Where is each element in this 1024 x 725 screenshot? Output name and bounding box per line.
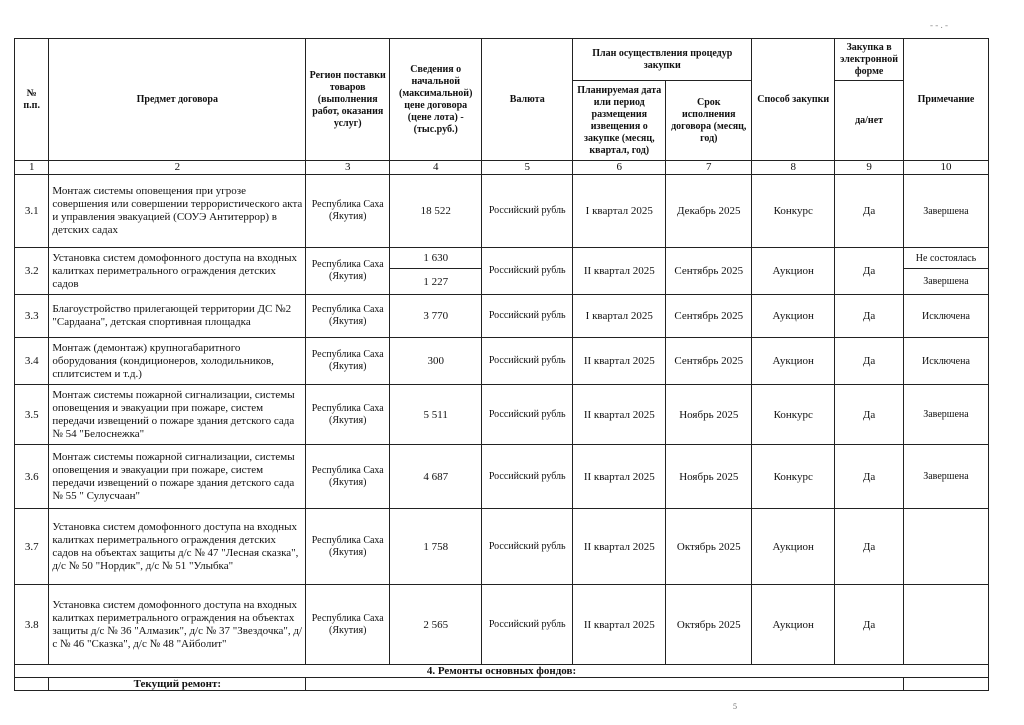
row-price: 300 bbox=[390, 338, 482, 385]
scan-mark: - - . - bbox=[930, 20, 948, 30]
header-electronic-yesno: да/нет bbox=[835, 81, 904, 161]
row-method: Конкурс bbox=[752, 385, 835, 445]
row-region: Республика Саха (Якутия) bbox=[306, 445, 390, 509]
row-subject: Монтаж системы оповещения при угрозе совершения или совершении террористического акта и управления эвакуацией (СОУЭ Антитеррор) в детских садах bbox=[49, 175, 306, 248]
column-number: 3 bbox=[306, 161, 390, 175]
row-term: Октябрь 2025 bbox=[666, 509, 752, 585]
row-currency: Российский рубль bbox=[482, 175, 573, 248]
header-price: Сведения о начальной (максимальной) цене договора (цене лота) - (тыс.руб.) bbox=[390, 39, 482, 161]
row-currency: Российский рубль bbox=[482, 295, 573, 338]
header-note: Примечание bbox=[903, 39, 988, 161]
row-subject: Монтаж системы пожарной сигнализации, системы оповещения и эвакуации при пожаре, систем передачи извещений о пожаре здания детского сада № 55 " Сулусчаан" bbox=[49, 445, 306, 509]
row-note: Исключена bbox=[903, 338, 988, 385]
row-term: Декабрь 2025 bbox=[666, 175, 752, 248]
row-price-a: 1 630 bbox=[390, 248, 482, 269]
section-title: 4. Ремонты основных фондов: bbox=[15, 665, 989, 678]
header-exec-term: Срок исполнения договора (месяц, год) bbox=[666, 81, 752, 161]
table-row bbox=[15, 248, 989, 269]
row-plan-date: II квартал 2025 bbox=[573, 385, 666, 445]
row-method: Аукцион bbox=[752, 509, 835, 585]
header-currency: Валюта bbox=[482, 39, 573, 161]
column-number: 6 bbox=[573, 161, 666, 175]
column-number: 4 bbox=[390, 161, 482, 175]
row-subject: Монтаж (демонтаж) крупногабаритного оборудования (кондиционеров, холодильников, сплитсистем и т.д.) bbox=[49, 338, 306, 385]
row-electronic: Да bbox=[835, 175, 904, 248]
row-region: Республика Саха (Якутия) bbox=[306, 385, 390, 445]
row-currency: Российский рубль bbox=[482, 385, 573, 445]
header-region: Регион поставки товаров (выполнения работ, оказания услуг) bbox=[306, 39, 390, 161]
row-plan-date: I квартал 2025 bbox=[573, 175, 666, 248]
header-subject: Предмет договора bbox=[49, 39, 306, 161]
row-method: Аукцион bbox=[752, 338, 835, 385]
row-plan-date: II квартал 2025 bbox=[573, 248, 666, 295]
header-num: № п.п. bbox=[15, 39, 49, 161]
row-note bbox=[903, 509, 988, 585]
row-plan-date: II квартал 2025 bbox=[573, 509, 666, 585]
row-price: 4 687 bbox=[390, 445, 482, 509]
row-price: 5 511 bbox=[390, 385, 482, 445]
row-plan-date: I квартал 2025 bbox=[573, 295, 666, 338]
header-plan-date: Планируемая дата или период размещения извещения о закупке (месяц, квартал, год) bbox=[573, 81, 666, 161]
row-region: Республика Саха (Якутия) bbox=[306, 175, 390, 248]
row-price: 18 522 bbox=[390, 175, 482, 248]
column-number-row bbox=[15, 161, 989, 175]
column-number: 7 bbox=[666, 161, 752, 175]
table-row bbox=[15, 445, 989, 509]
row-term: Сентябрь 2025 bbox=[666, 338, 752, 385]
row-note bbox=[903, 585, 988, 665]
row-number: 3.5 bbox=[15, 385, 49, 445]
row-price: 3 770 bbox=[390, 295, 482, 338]
row-term: Сентябрь 2025 bbox=[666, 295, 752, 338]
row-electronic: Да bbox=[835, 295, 904, 338]
row-price-b: 1 227 bbox=[390, 269, 482, 295]
row-number: 3.3 bbox=[15, 295, 49, 338]
row-currency: Российский рубль bbox=[482, 585, 573, 665]
table-row bbox=[15, 509, 989, 585]
row-number: 3.8 bbox=[15, 585, 49, 665]
row-method: Конкурс bbox=[752, 445, 835, 509]
row-note: Завершена bbox=[903, 175, 988, 248]
column-number: 8 bbox=[752, 161, 835, 175]
row-term: Ноябрь 2025 bbox=[666, 445, 752, 509]
page-number: 5 bbox=[733, 702, 737, 711]
row-subject: Установка систем домофонного доступа на входных калитках периметрального ограждения на объектах защиты д/с № 36 "Алмазик", д/с № 37 "Звездочка", д/с № 46 "Сказка", д/с № 48 "Айболит" bbox=[49, 585, 306, 665]
row-method: Аукцион bbox=[752, 248, 835, 295]
row-plan-date: II квартал 2025 bbox=[573, 338, 666, 385]
row-electronic: Да bbox=[835, 248, 904, 295]
row-method: Аукцион bbox=[752, 585, 835, 665]
header-method: Способ закупки bbox=[752, 39, 835, 161]
row-note: Завершена bbox=[903, 385, 988, 445]
section-row bbox=[15, 665, 989, 678]
row-subject: Монтаж системы пожарной сигнализации, системы оповещения и эвакуации при пожаре, систем передачи извещений о пожаре здания детского сада № 54 "Белоснежка" bbox=[49, 385, 306, 445]
row-method: Конкурс bbox=[752, 175, 835, 248]
subsection-empty bbox=[306, 678, 904, 691]
row-note: Исключена bbox=[903, 295, 988, 338]
row-number: 3.4 bbox=[15, 338, 49, 385]
subsection-spacer bbox=[15, 678, 49, 691]
row-currency: Российский рубль bbox=[482, 338, 573, 385]
column-number: 9 bbox=[835, 161, 904, 175]
row-currency: Российский рубль bbox=[482, 509, 573, 585]
header-electronic-group: Закупка в электронной форме bbox=[835, 39, 904, 81]
header-plan-group: План осуществления процедур закупки bbox=[573, 39, 752, 81]
row-note-b: Завершена bbox=[903, 269, 988, 295]
row-term: Октябрь 2025 bbox=[666, 585, 752, 665]
row-number: 3.7 bbox=[15, 509, 49, 585]
table-row bbox=[15, 385, 989, 445]
row-subject: Установка систем домофонного доступа на входных калитках периметрального ограждения детских садов bbox=[49, 248, 306, 295]
row-electronic: Да bbox=[835, 445, 904, 509]
row-subject: Установка систем домофонного доступа на входных калитках периметрального ограждения детских садов на объектах защиты д/с № 47 "Лесная сказка", д/с № 50 "Нордик", д/с № 51 "Улыбка" bbox=[49, 509, 306, 585]
table-row bbox=[15, 175, 989, 248]
row-region: Республика Саха (Якутия) bbox=[306, 585, 390, 665]
table-row bbox=[15, 585, 989, 665]
row-region: Республика Саха (Якутия) bbox=[306, 248, 390, 295]
column-number: 2 bbox=[49, 161, 306, 175]
row-term: Сентябрь 2025 bbox=[666, 248, 752, 295]
column-number: 1 bbox=[15, 161, 49, 175]
row-electronic: Да bbox=[835, 385, 904, 445]
row-number: 3.2 bbox=[15, 248, 49, 295]
row-currency: Российский рубль bbox=[482, 248, 573, 295]
row-note: Завершена bbox=[903, 445, 988, 509]
row-electronic: Да bbox=[835, 338, 904, 385]
row-subject: Благоустройство прилегающей территории ДС №2 "Сардаана", детская спортивная площадка bbox=[49, 295, 306, 338]
row-currency: Российский рубль bbox=[482, 445, 573, 509]
column-number: 10 bbox=[903, 161, 988, 175]
row-number: 3.6 bbox=[15, 445, 49, 509]
row-term: Ноябрь 2025 bbox=[666, 385, 752, 445]
row-region: Республика Саха (Якутия) bbox=[306, 509, 390, 585]
row-region: Республика Саха (Якутия) bbox=[306, 295, 390, 338]
row-region: Республика Саха (Якутия) bbox=[306, 338, 390, 385]
procurement-plan-table bbox=[14, 38, 989, 691]
row-electronic: Да bbox=[835, 585, 904, 665]
row-price: 1 758 bbox=[390, 509, 482, 585]
row-electronic: Да bbox=[835, 509, 904, 585]
row-note-a: Не состоялась bbox=[903, 248, 988, 269]
row-price: 2 565 bbox=[390, 585, 482, 665]
row-plan-date: II квартал 2025 bbox=[573, 445, 666, 509]
header-row bbox=[15, 39, 989, 81]
table-row bbox=[15, 295, 989, 338]
table-row bbox=[15, 338, 989, 385]
row-plan-date: II квартал 2025 bbox=[573, 585, 666, 665]
subsection-note-empty bbox=[903, 678, 988, 691]
column-number: 5 bbox=[482, 161, 573, 175]
subsection-title: Текущий ремонт: bbox=[49, 678, 306, 691]
subsection-row bbox=[15, 678, 989, 691]
row-method: Аукцион bbox=[752, 295, 835, 338]
row-number: 3.1 bbox=[15, 175, 49, 248]
